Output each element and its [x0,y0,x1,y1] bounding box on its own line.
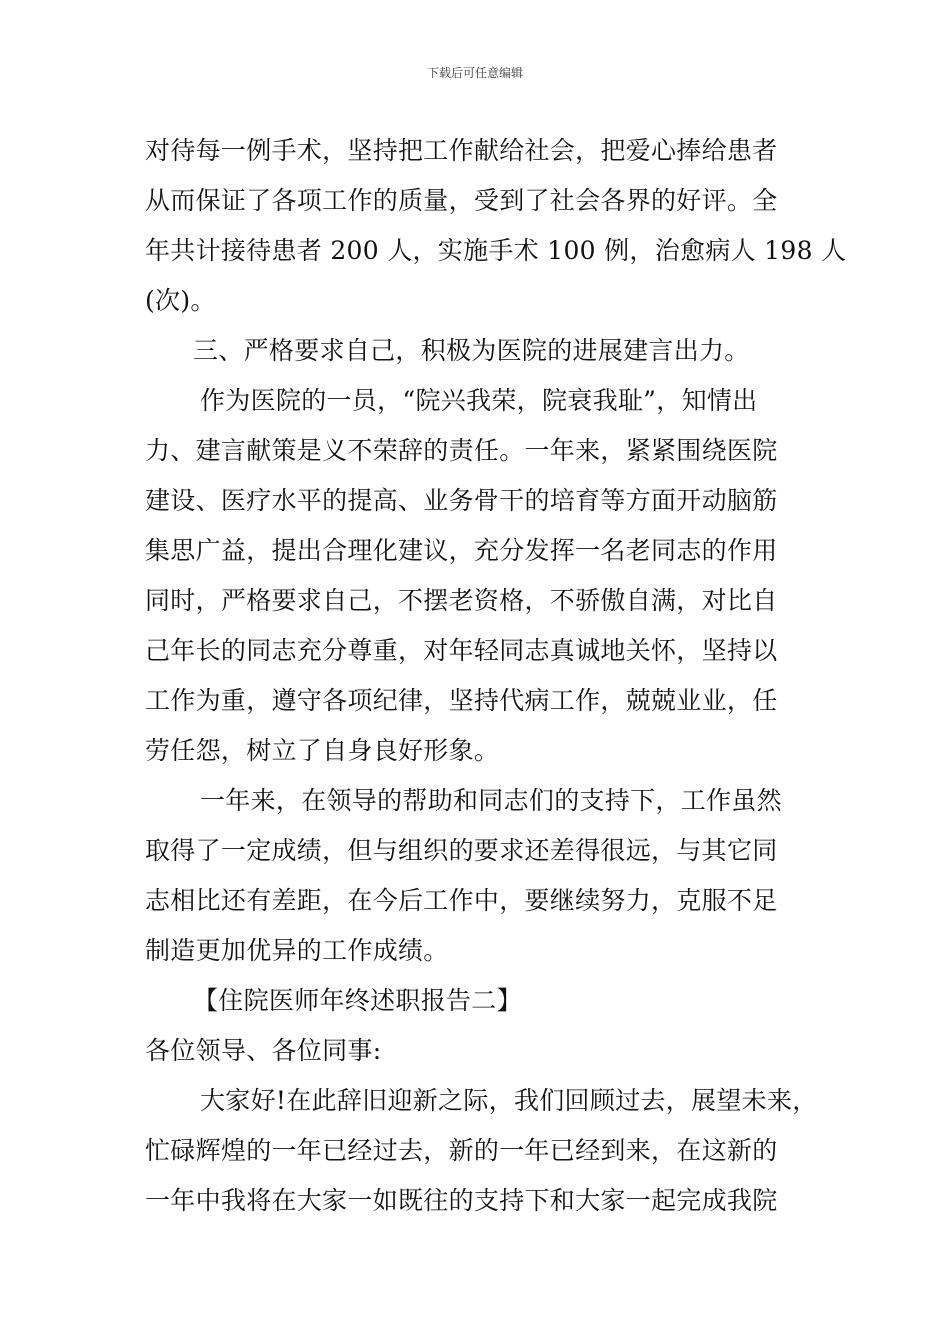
text-line: 一年来，在领导的帮助和同志们的支持下，工作虽然 [200,786,782,815]
text-line: 志相比还有差距，在今后工作中，要继续努力，克服不足 [145,886,778,915]
document-body [145,126,847,1226]
text-line: 忙碌辉煌的一年已经过去，新的一年已经到来，在这新的 [145,1136,778,1165]
report-title: 【住院医师年终述职报告二】 [193,986,522,1015]
text-line: 大家好!在此辞旧迎新之际，我们回顾过去，展望未来， [200,1086,818,1115]
text-line: 一年中我将在大家一如既往的支持下和大家一起完成我院 [145,1186,778,1215]
text-line: 制造更加优异的工作成绩。 [145,936,449,965]
text-line: 集思广益，提出合理化建议，充分发挥一名老同志的作用 [145,536,778,565]
text-line: 建设、医疗水平的提高、业务骨干的培育等方面开动脑筋 [145,486,778,515]
text-line: 作为医院的一员，“院兴我荣，院衰我耻”，知情出 [200,386,758,415]
text-line: (次)。 [145,286,216,315]
text-line: 对待每一例手术，坚持把工作献给社会，把爱心捧给患者 [145,136,778,165]
text-line: 己年长的同志充分尊重，对年轻同志真诚地关怀，坚持以 [145,636,778,665]
text-line: 同时，严格要求自己，不摆老资格，不骄傲自满，对比自 [145,586,778,615]
text-line: 工作为重，遵守各项纪律，坚持代病工作，兢兢业业，任 [145,686,778,715]
text-line: 力、建言献策是义不荣辞的责任。一年来，紧紧围绕医院 [145,436,778,465]
text-line: 取得了一定成绩，但与组织的要求还差得很远，与其它同 [145,836,778,865]
text-line: 年共计接待患者 200 人，实施手术 100 例，治愈病人 198 人 [145,236,847,265]
text-line: 劳任怨，树立了自身良好形象。 [145,736,500,765]
page-header-note: 下载后可任意编辑 [426,66,523,80]
section-heading: 三、严格要求自己，积极为医院的进展建言出力。 [193,336,750,365]
salutation: 各位领导、各位同事: [145,1036,382,1065]
text-line: 从而保证了各项工作的质量，受到了社会各界的好评。全 [145,186,778,215]
